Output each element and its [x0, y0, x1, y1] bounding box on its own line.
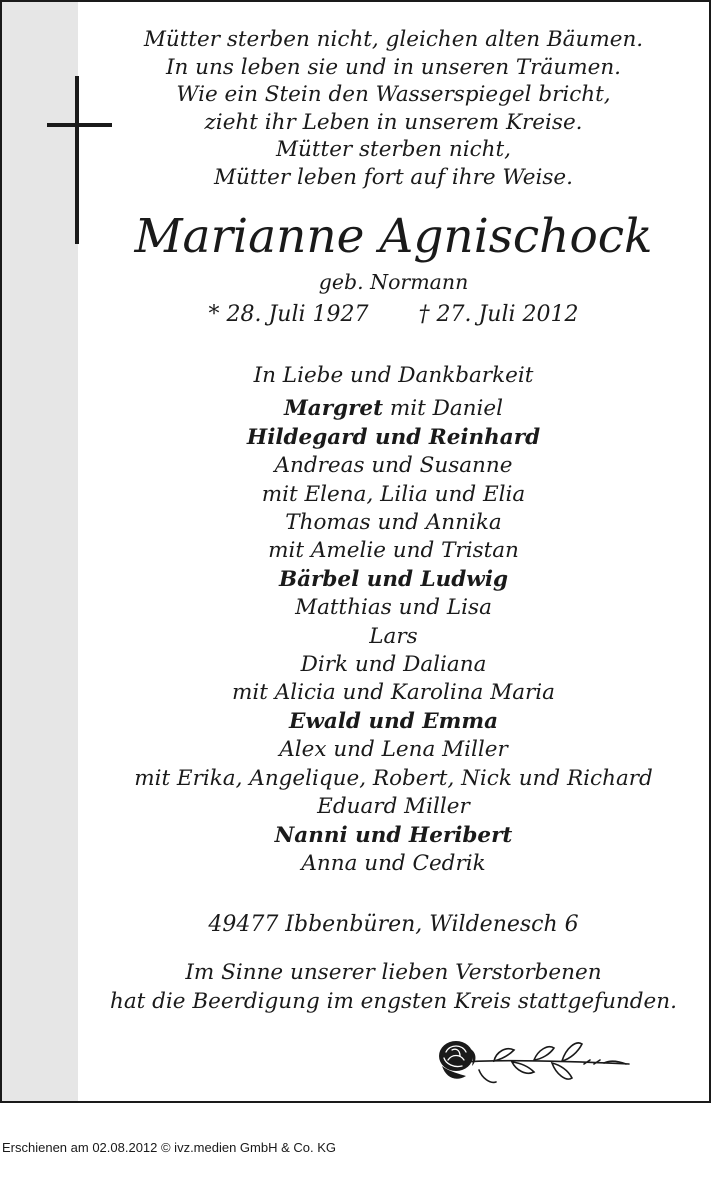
poem-line: zieht ihr Leben in unserem Kreise.	[204, 109, 583, 135]
family-name-rest: mit Daniel	[383, 396, 503, 422]
publication-footer: Erschienen am 02.08.2012 © ivz.medien GmbH & Co. KG	[2, 1140, 337, 1155]
family-line: Bärbel und Ludwig	[278, 566, 509, 592]
maiden-name: geb. Normann	[318, 270, 469, 294]
family-list	[78, 362, 709, 878]
family-line: Lars	[369, 623, 418, 649]
side-stripe	[2, 2, 78, 1101]
notice-line: Im Sinne unserer lieben Verstorbenen	[185, 960, 602, 985]
poem-line: Mütter sterben nicht, gleichen alten Bäumen.	[143, 27, 644, 52]
family-line: Ewald und Emma	[288, 708, 499, 734]
family-line: Nanni und Heribert	[274, 822, 513, 848]
notice-line: hat die Beerdigung im engsten Kreis stattgefunden.	[110, 988, 677, 1014]
family-line: Alex und Lena Miller	[279, 737, 508, 763]
family-line	[78, 395, 709, 423]
family-line: mit Amelie und Tristan	[268, 538, 519, 564]
poem-line: Mütter leben fort auf ihre Weise.	[214, 164, 573, 190]
family-line: Matthias und Lisa	[295, 595, 492, 621]
family-line: mit Erika, Angelique, Robert, Nick und Richard	[134, 765, 653, 791]
family-line: Eduard Miller	[317, 794, 470, 820]
family-line: Anna und Cedrik	[301, 850, 486, 876]
death-date: † 27. Juli 2012	[418, 302, 579, 327]
family-line: Hildegard und Reinhard	[246, 424, 541, 450]
poem-line: In uns leben sie und in unseren Träumen.	[165, 54, 622, 80]
life-dates	[78, 300, 709, 330]
birth-date: * 28. Juli 1927	[208, 302, 369, 327]
poem	[78, 26, 709, 192]
family-line: Thomas und Annika	[285, 510, 502, 536]
poem-line: Wie ein Stein den Wasserspiegel bricht,	[176, 82, 611, 108]
burial-notice	[78, 959, 709, 1016]
family-name-bold: Margret	[284, 396, 384, 422]
deceased-name: Marianne Agnischock	[134, 209, 653, 264]
rose-icon	[434, 1030, 634, 1092]
poem-line: Mütter sterben nicht,	[276, 137, 511, 163]
family-line: Dirk und Daliana	[300, 652, 487, 678]
family-line: Andreas und Susanne	[274, 453, 513, 479]
family-intro: In Liebe und Dankbarkeit	[253, 363, 534, 388]
family-line: mit Alicia und Karolina Maria	[231, 680, 556, 706]
family-line: mit Elena, Lilia und Elia	[261, 481, 526, 507]
address: 49477 Ibbenbüren, Wildenesch 6	[208, 912, 579, 937]
